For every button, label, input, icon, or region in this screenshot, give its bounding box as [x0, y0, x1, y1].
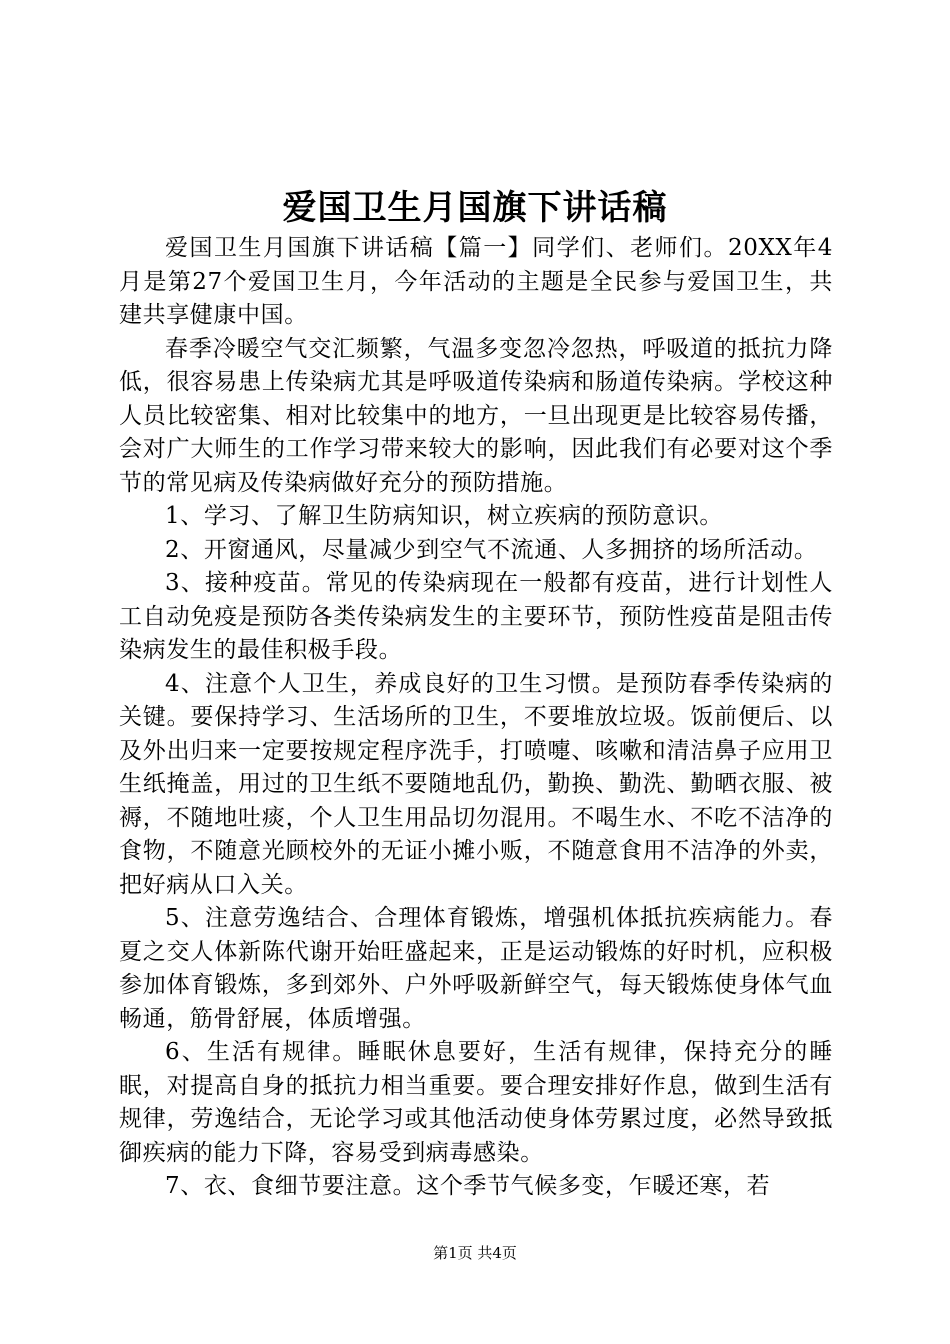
- list-item: 2、开窗通风，尽量减少到空气不流通、人多拥挤的场所活动。: [165, 536, 818, 563]
- list-item: 5、注意劳逸结合、合理体育锻炼，增强机体抵抗疾病能力。春夏之交人体新陈代谢开始旺盛起来，正是运动锻炼的好时机，应积极参加体育锻炼，多到郊外、户外呼吸新鲜空气，每天锻炼使身体气血畅通，筋骨舒展，体质增强。: [119, 905, 833, 1032]
- list-item: 1、学习、了解卫生防病知识，树立疾病的预防意识。: [165, 503, 724, 529]
- paragraph: 春季冷暖空气交汇频繁，气温多变忽冷忽热，呼吸道的抵抗力降低，很容易患上传染病尤其是呼吸道传染病和肠道传染病。学校这种人员比较密集、相对比较集中的地方，一旦出现更是比较容易传播，会对广大师生的工作学习带来较大的影响，因此我们有必要对这个季节的常见病及传染病做好充分的预防措施。: [119, 335, 833, 496]
- document-title: 爱国卫生月国旗下讲话稿: [282, 188, 668, 228]
- list-item: 3、接种疫苗。常见的传染病现在一般都有疫苗，进行计划性人工自动免疫是预防各类传染病发生的主要环节，预防性疫苗是阻击传染病发生的最佳积极手段。: [119, 570, 833, 663]
- page-footer: 第1页 共4页: [433, 1244, 517, 1262]
- document-body: [119, 232, 833, 1204]
- list-item: 6、生活有规律。睡眠休息要好，生活有规律，保持充分的睡眠，对提高自身的抵抗力相当重要。要合理安排好作息，做到生活有规律，劳逸结合，无论学习或其他活动使身体劳累过度，必然导致抵御疾病的能力下降，容易受到病毒感染。: [119, 1039, 833, 1166]
- paragraph: 爱国卫生月国旗下讲话稿【篇一】同学们、老师们。20XX年4月是第27个爱国卫生月，今年活动的主题是全民参与爱国卫生，共建共享健康中国。: [119, 235, 833, 328]
- list-item: 7、衣、食细节要注意。这个季节气候多变，乍暖还寒，若: [165, 1173, 771, 1199]
- list-item: 4、注意个人卫生，养成良好的卫生习惯。是预防春季传染病的关键。要保持学习、生活场所的卫生，不要堆放垃圾。饭前便后、以及外出归来一定要按规定程序洗手，打喷嚏、咳嗽和清洁鼻子应用卫生纸掩盖，用过的卫生纸不要随地乱仍，勤换、勤洗、勤晒衣服、被褥，不随地吐痰，个人卫生用品切勿混用。不喝生水、不吃不洁净的食物，不随意光顾校外的无证小摊小贩，不随意食用不洁净的外卖，把好病从口入关。: [119, 670, 833, 898]
